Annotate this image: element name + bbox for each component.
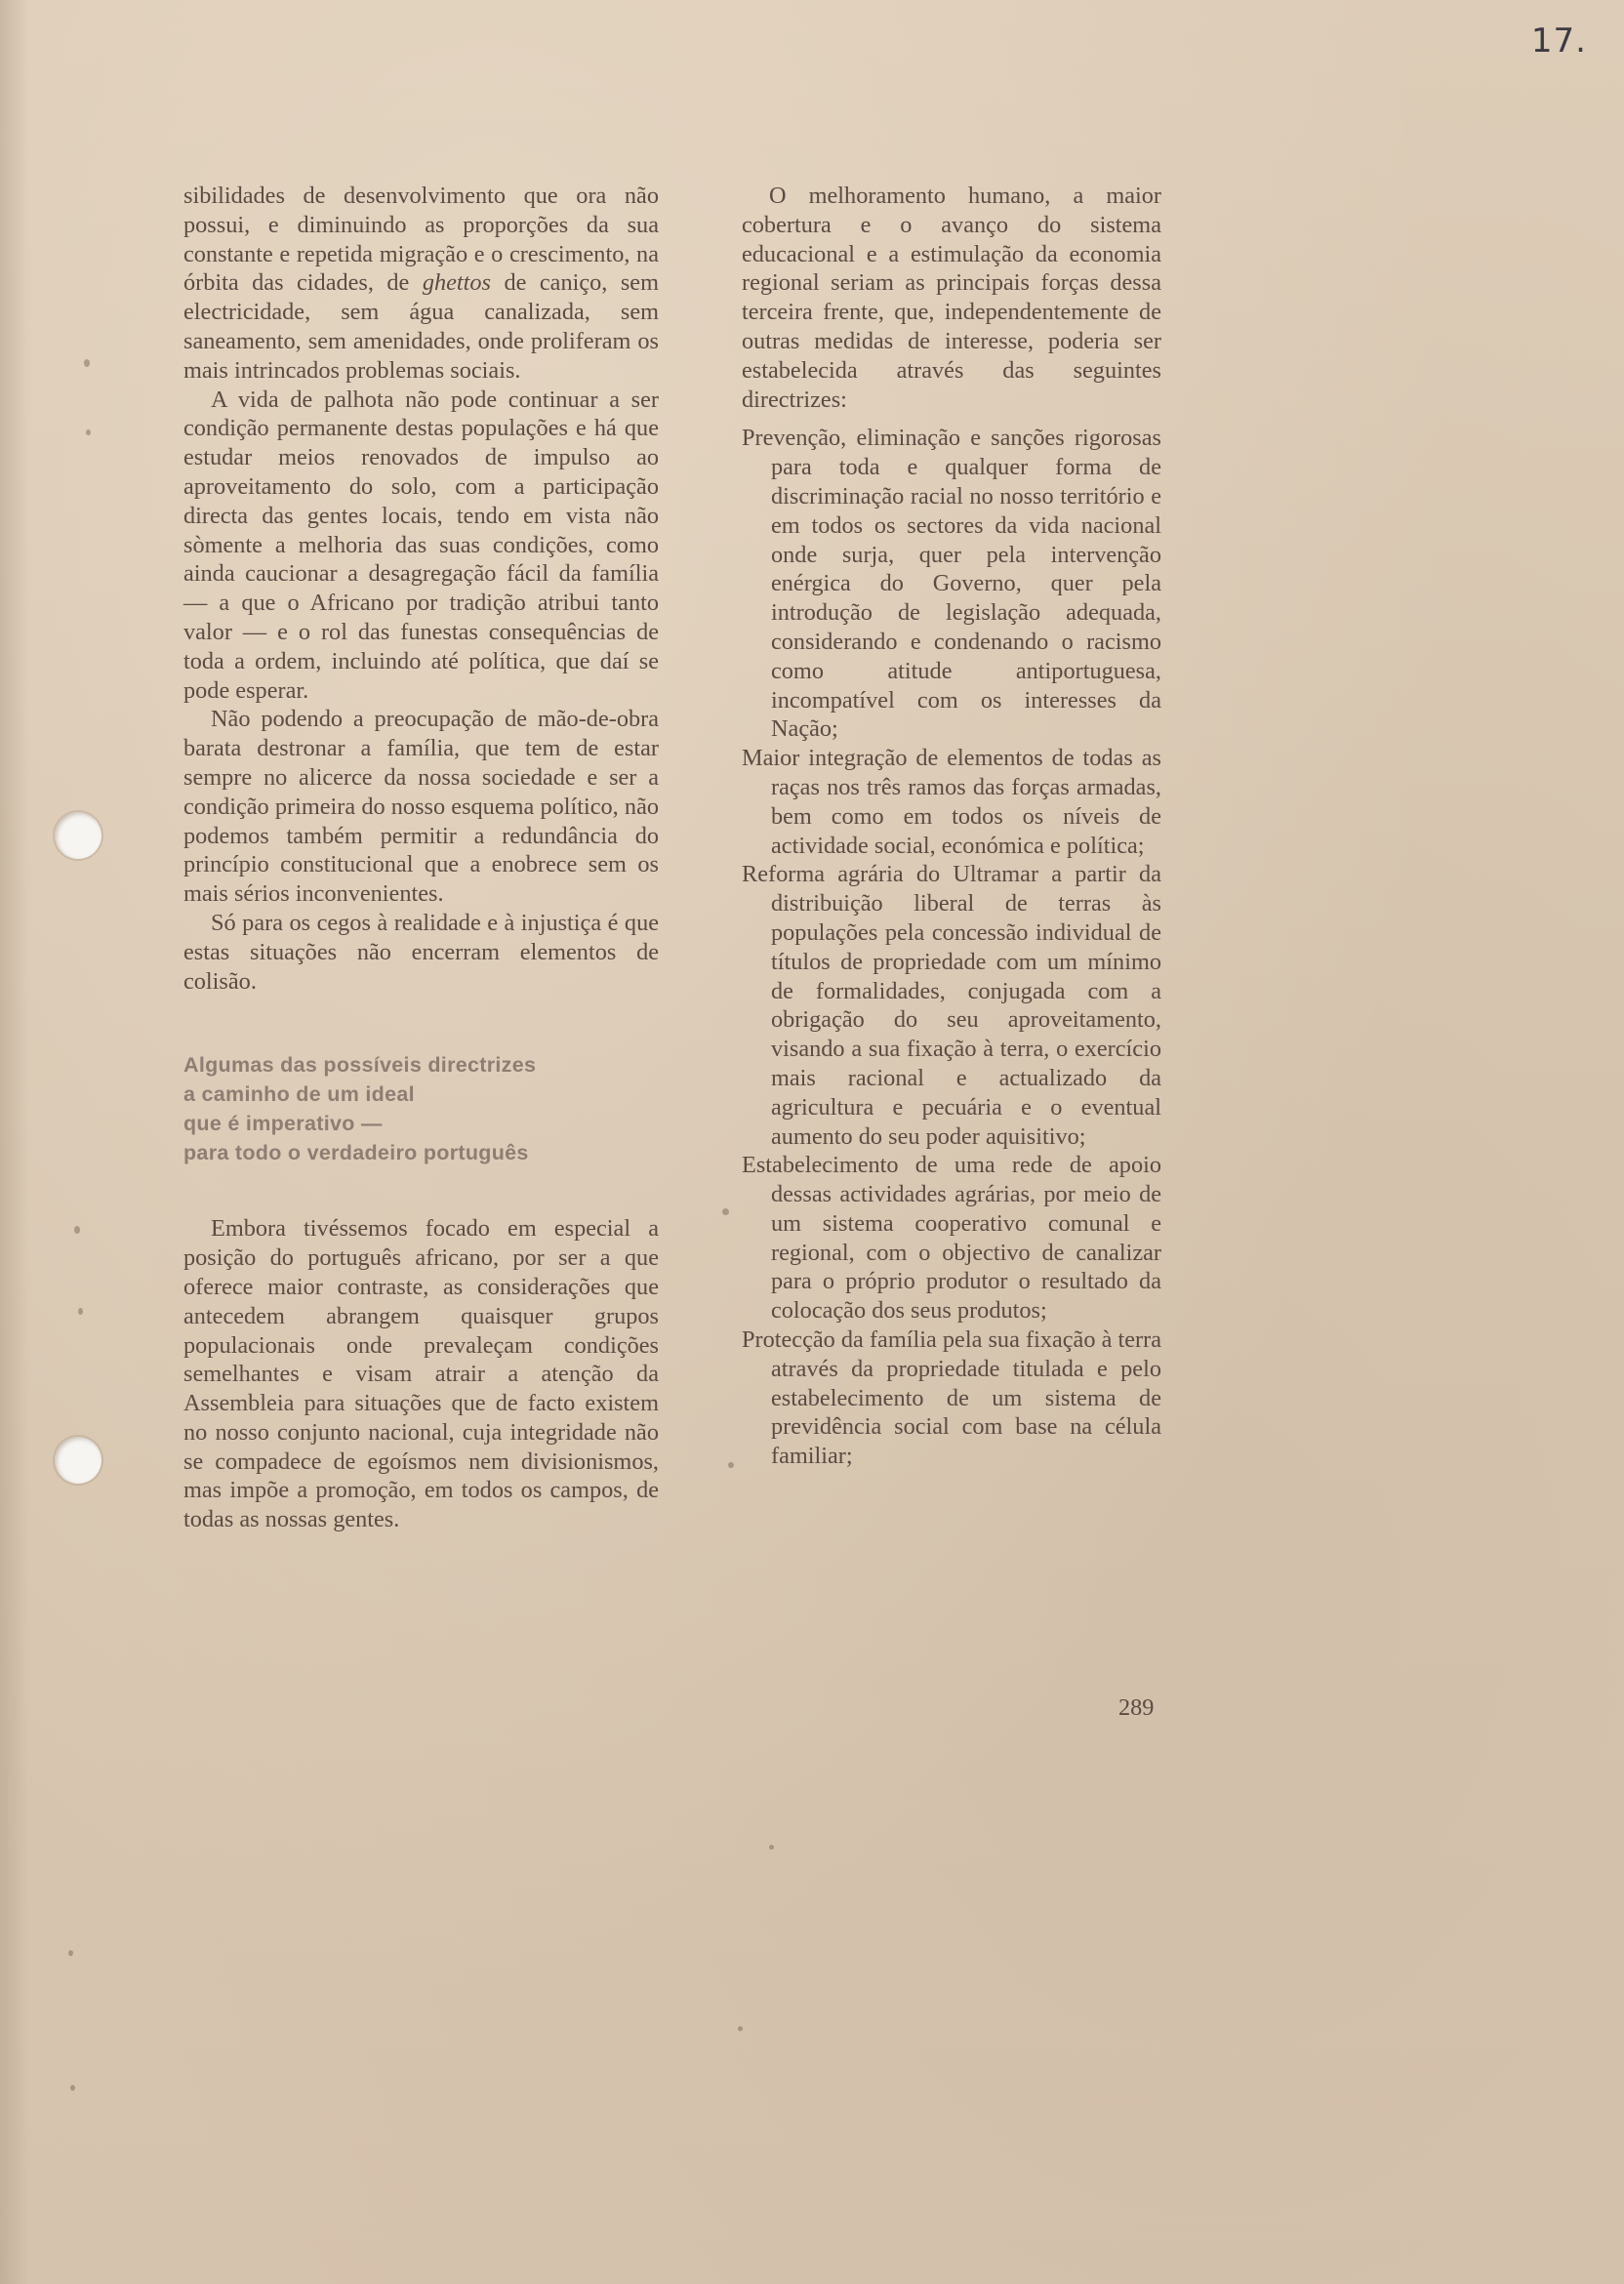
punch-hole	[55, 1437, 102, 1484]
paper-speck	[78, 1308, 83, 1315]
punch-hole	[55, 812, 102, 859]
subheading-line: para todo o verdadeiro português	[183, 1141, 529, 1165]
paper-speck	[70, 2085, 75, 2091]
handwritten-folio-number: 17.	[1530, 21, 1587, 61]
paper-speck	[84, 359, 90, 367]
list-item: Prevenção, eliminação e sanções rigorosas para toda e qualquer forma de discriminação racial no nosso território e em todos os sectores da vida nacional onde surja, quer pela intervenção enérgica do Governo, quer pela introdução de legislação adequada, considerando e condenando o racismo como atitude antiportuguesa, incompatível com os interesses da Nação;	[742, 425, 1161, 743]
paragraph: O melhoramento humano, a maior cobertura e o avanço do sistema educacional e a estimulação da economia regional seriam as principais forças dessa terceira frente, que, independentemente de outras medidas de interesse, poderia ser estabelecida através das seguintes directrizes:	[742, 183, 1161, 413]
paper-speck	[86, 429, 91, 435]
paper-speck	[68, 1950, 73, 1956]
italic-term: ghettos	[422, 269, 492, 297]
right-column	[742, 182, 1161, 1471]
paper-speck	[728, 1462, 734, 1468]
paragraph: A vida de palhota não pode continuar a ser condição permanente destas populações e há que estudar meios renovados de impulso ao aproveitamento do solo, com a participação directa das gentes locais, tendo em vista não sòmente a melhoria das suas condições, como ainda caucionar a desagregação fácil da família — a que o Africano por tradição atribui tanto valor — e o rol das funestas consequências de toda a ordem, incluindo até política, que daí se pode esperar.	[183, 386, 659, 704]
binding-edge	[0, 0, 29, 2284]
directives-list	[742, 424, 1161, 1471]
subheading-line: Algumas das possíveis directrizes	[183, 1053, 537, 1078]
paper-speck	[74, 1226, 80, 1234]
paper-speck	[738, 2026, 743, 2031]
paper-speck	[722, 1208, 729, 1215]
section-subheading	[183, 1050, 659, 1167]
paragraph: Só para os cegos à realidade e à injustiça é que estas situações não encerram elementos de colisão.	[183, 909, 659, 995]
list-item: Protecção da família pela sua fixação à terra através da propriedade titulada e pelo estabelecimento de um sistema de previdência social com base na célula familiar;	[742, 1326, 1161, 1470]
list-item: Reforma agrária do Ultramar a partir da distribuição liberal de terras às populações pela concessão individual de títulos de propriedade com um mínimo de formalidades, conjugada com a obrigação do seu aproveitamento, visando a sua fixação à terra, o exercício mais racional e actualizado da agricultura e pecuária e o eventual aumento do seu poder aquisitivo;	[742, 861, 1161, 1150]
subheading-line: que é imperativo —	[183, 1112, 383, 1136]
list-item: Estabelecimento de uma rede de apoio dessas actividades agrárias, por meio de um sistema cooperativo comunal e regional, com o objectivo de canalizar para o próprio produtor o resultado da colocação dos seus produtos;	[742, 1152, 1161, 1325]
paragraph: Não podendo a preocupação de mão-de-obra barata destronar a família, que tem de estar sempre no alicerce da nossa sociedade e ser a condição primeira do nosso esquema político, não podemos também permitir a redundância do princípio constitucional que a enobrece sem os mais sérios inconvenientes.	[183, 706, 659, 908]
paper-speck	[769, 1845, 774, 1850]
paragraph: Embora tivéssemos focado em especial a posição do português africano, por ser a que oferece maior contraste, as considerações que antecedem abrangem quaisquer grupos populacionais onde prevaleçam condições semelhantes e visam atrair a atenção da Assembleia para situações que de facto existem no nosso conjunto nacional, cuja integridade não se compadece de egoísmos nem divisionismos, mas impõe a promoção, em todos os campos, de todas as nossas gentes.	[183, 1215, 659, 1533]
paragraph: sibilidades de desenvolvimento que ora não possui, e diminuindo as proporções da sua constante e repetida migração e o crescimento, na órbita das cidades, de ghettos de caniço, sem electricidade, sem água canalizada, sem saneamento, sem amenidades, onde proliferam os mais intrincados problemas sociais.	[183, 183, 659, 384]
subheading-line: a caminho de um ideal	[183, 1082, 415, 1107]
page-number: 289	[1118, 1694, 1155, 1721]
list-item: Maior integração de elementos de todas as raças nos três ramos das forças armadas, bem como em todos os níveis de actividade social, económica e política;	[742, 745, 1161, 859]
left-column	[183, 182, 659, 1534]
